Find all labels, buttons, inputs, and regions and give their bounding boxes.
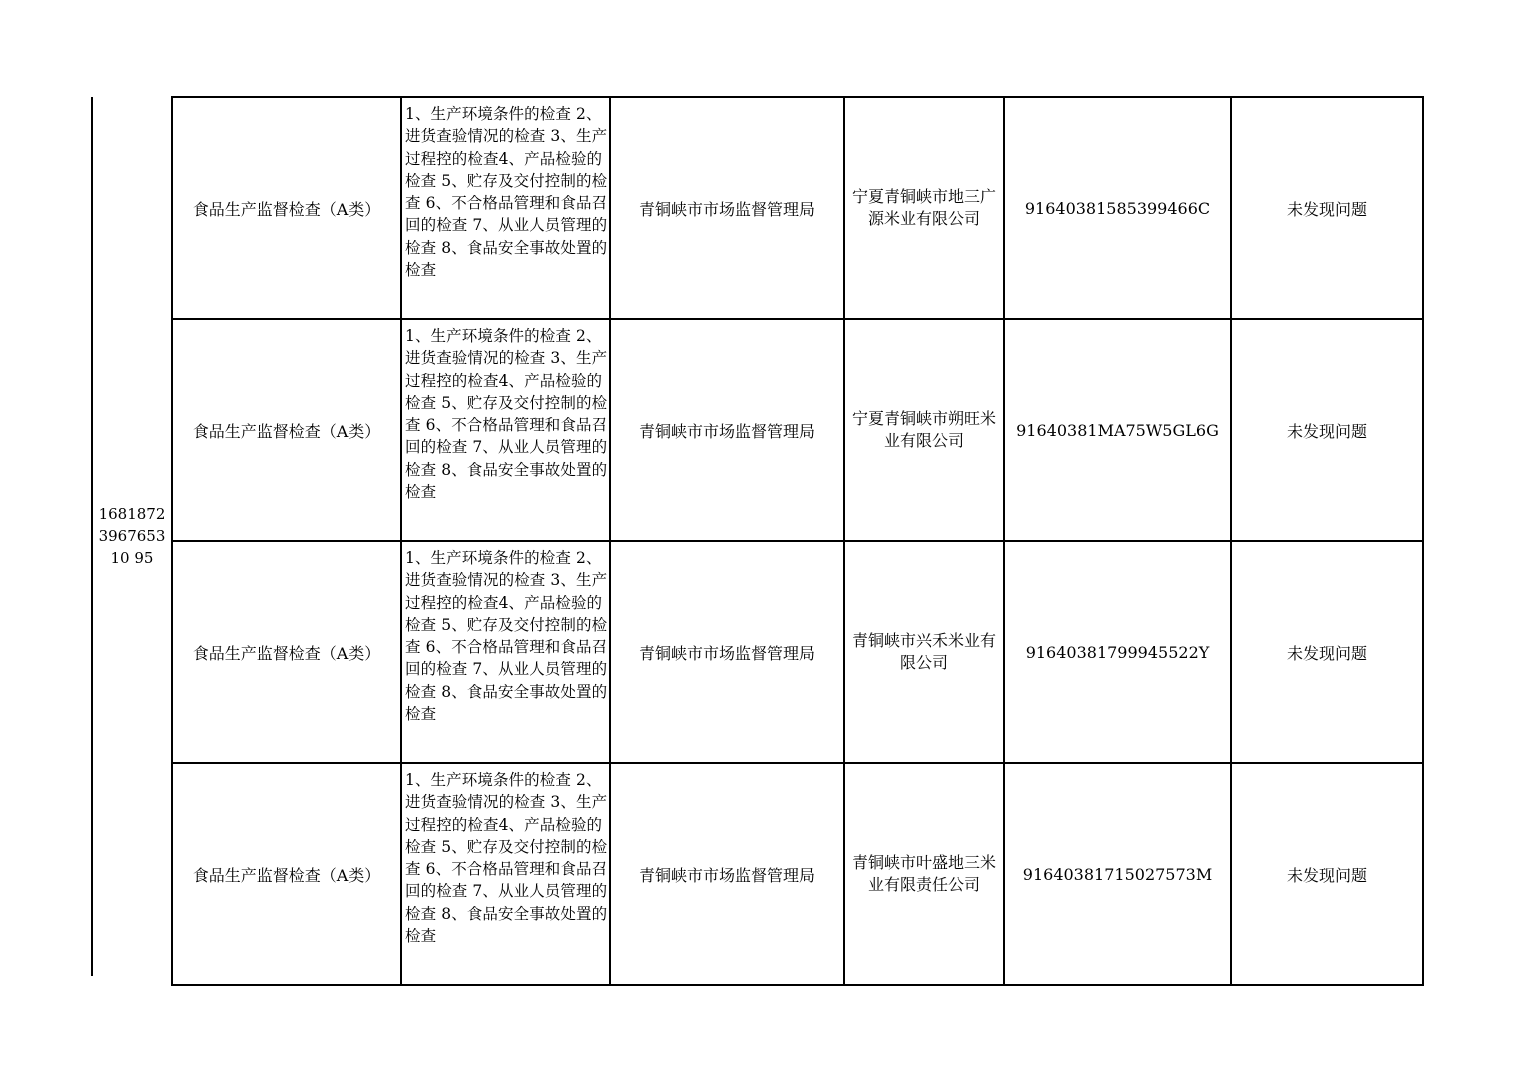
inspection-items: 1、生产环境条件的检查 2、进货查验情况的检查 3、生产过程控的检查4、产品检验的检查 5、贮存及交付控制的检查 6、不合格品管理和食品召回的检查 7、从业人员管理的检查 8、食品安全事故处置的检查 [401,319,610,541]
inspection-table [171,96,1424,986]
inspection-result: 未发现问题 [1231,541,1423,763]
company-name: 青铜峡市兴禾米业有限公司 [851,631,996,672]
company-name-cell [844,763,1004,985]
record-id-cell [93,97,171,975]
company-name-cell [844,319,1004,541]
company-name-cell [844,97,1004,319]
inspection-type: 食品生产监督检查（A类） [172,763,401,985]
company-name: 宁夏青铜峡市朔旺米业有限公司 [851,409,996,450]
inspection-type: 食品生产监督检查（A类） [172,541,401,763]
company-name: 青铜峡市叶盛地三米业有限责任公司 [851,853,996,894]
company-name-cell [844,541,1004,763]
credit-code: 91640381MA75W5GL6G [1004,319,1231,541]
inspection-agency: 青铜峡市市场监督管理局 [610,763,844,985]
table-row [172,319,1423,541]
credit-code: 91640381715027573M [1004,763,1231,985]
inspection-items: 1、生产环境条件的检查 2、进货查验情况的检查 3、生产过程控的检查4、产品检验的检查 5、贮存及交付控制的检查 6、不合格品管理和食品召回的检查 7、从业人员管理的检查 8、食品安全事故处置的检查 [401,763,610,985]
credit-code: 91640381585399466C [1004,97,1231,319]
inspection-type: 食品生产监督检查（A类） [172,97,401,319]
inspection-agency: 青铜峡市市场监督管理局 [610,97,844,319]
inspection-result: 未发现问题 [1231,319,1423,541]
company-name: 宁夏青铜峡市地三广源米业有限公司 [851,187,996,228]
table-row [172,763,1423,985]
credit-code: 91640381799945522Y [1004,541,1231,763]
table-row [172,541,1423,763]
inspection-items: 1、生产环境条件的检查 2、进货查验情况的检查 3、生产过程控的检查4、产品检验的检查 5、贮存及交付控制的检查 6、不合格品管理和食品召回的检查 7、从业人员管理的检查 8、食品安全事故处置的检查 [401,541,610,763]
inspection-agency: 青铜峡市市场监督管理局 [610,541,844,763]
table-row [172,97,1423,319]
inspection-items: 1、生产环境条件的检查 2、进货查验情况的检查 3、生产过程控的检查4、产品检验的检查 5、贮存及交付控制的检查 6、不合格品管理和食品召回的检查 7、从业人员管理的检查 8、食品安全事故处置的检查 [401,97,610,319]
inspection-result: 未发现问题 [1231,763,1423,985]
inspection-agency: 青铜峡市市场监督管理局 [610,319,844,541]
inspection-result: 未发现问题 [1231,97,1423,319]
record-id: 1681872396765310 95 [98,505,166,567]
inspection-type: 食品生产监督检查（A类） [172,319,401,541]
